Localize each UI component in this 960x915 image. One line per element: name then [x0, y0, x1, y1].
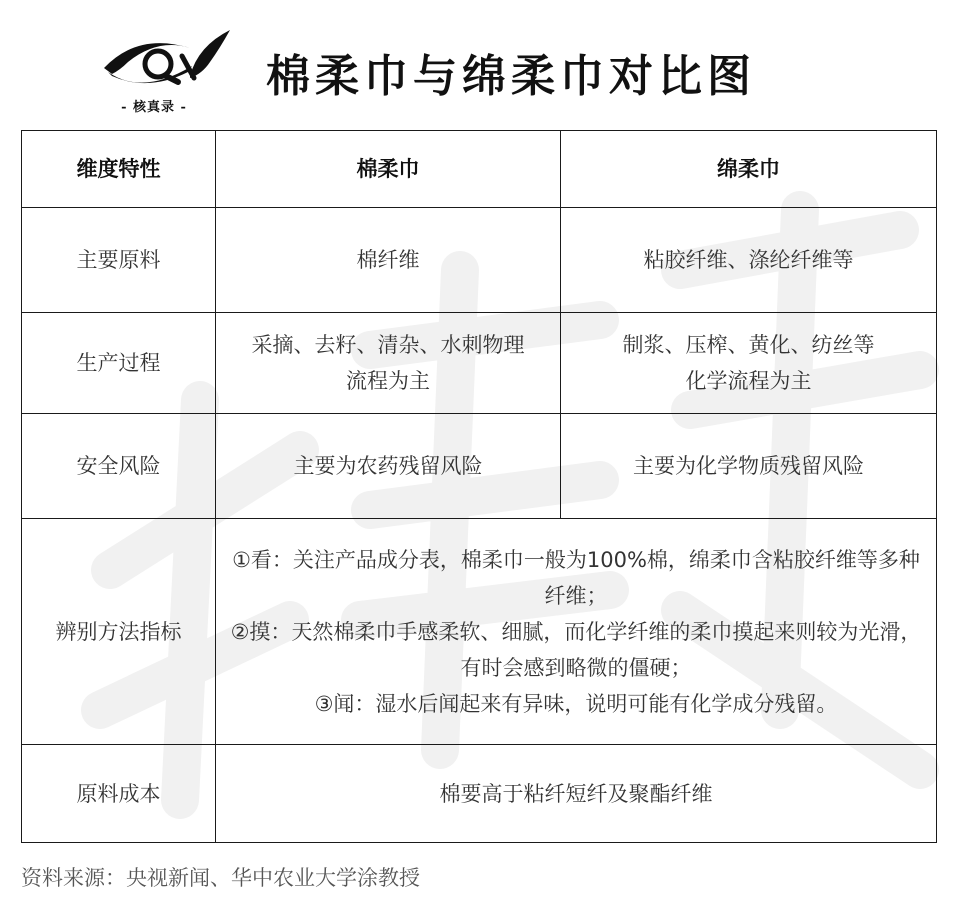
logo — [98, 26, 238, 114]
source-note: 资料来源：央视新闻、华中农业大学涂教授 — [21, 866, 420, 890]
cotton-material-cell: 棉纤维 — [216, 208, 561, 313]
soft-process-cell: 制浆、压榨、黄化、纺丝等化学流程为主 — [561, 313, 937, 414]
soft-material-cell: 粘胶纤维、涤纶纤维等 — [561, 208, 937, 313]
column-header-soft-towel: 绵柔巾 — [561, 131, 937, 208]
logo-caption: - 核真录 - — [121, 100, 187, 115]
table-row — [22, 313, 937, 414]
identification-methods-cell — [216, 519, 937, 745]
cotton-risk-cell: 主要为农药残留风险 — [216, 414, 561, 519]
header — [0, 0, 960, 125]
method-smell: ③闻：湿水后闻起来有异味，说明可能有化学成分残留。 — [314, 691, 838, 716]
table-row — [22, 745, 937, 843]
method-look: ①看：关注产品成分表，棉柔巾一般为100%棉，绵柔巾含粘胶纤维等多种纤维； — [232, 547, 920, 608]
column-header-cotton-towel: 棉柔巾 — [216, 131, 561, 208]
row-label-risk: 安全风险 — [22, 414, 216, 519]
table-row — [22, 208, 937, 313]
row-label-process: 生产过程 — [22, 313, 216, 414]
table-row — [22, 519, 937, 745]
cost-cell: 棉要高于粘纤短纤及聚酯纤维 — [216, 745, 937, 843]
row-label-material: 主要原料 — [22, 208, 216, 313]
cotton-process-cell: 采摘、去籽、清杂、水刺物理流程为主 — [216, 313, 561, 414]
eye-logo-icon — [98, 26, 238, 98]
column-header-dimension: 维度特性 — [22, 131, 216, 208]
row-label-cost: 原料成本 — [22, 745, 216, 843]
method-touch: ②摸：天然棉柔巾手感柔软、细腻，而化学纤维的柔巾摸起来则较为光滑，有时会感到略微的僵硬； — [230, 619, 922, 680]
page-title: 棉柔巾与绵柔巾对比图 — [266, 51, 756, 102]
row-label-identification: 辨别方法指标 — [22, 519, 216, 745]
comparison-table — [21, 130, 937, 843]
table-header-row — [22, 131, 937, 208]
soft-risk-cell: 主要为化学物质残留风险 — [561, 414, 937, 519]
table-row — [22, 414, 937, 519]
